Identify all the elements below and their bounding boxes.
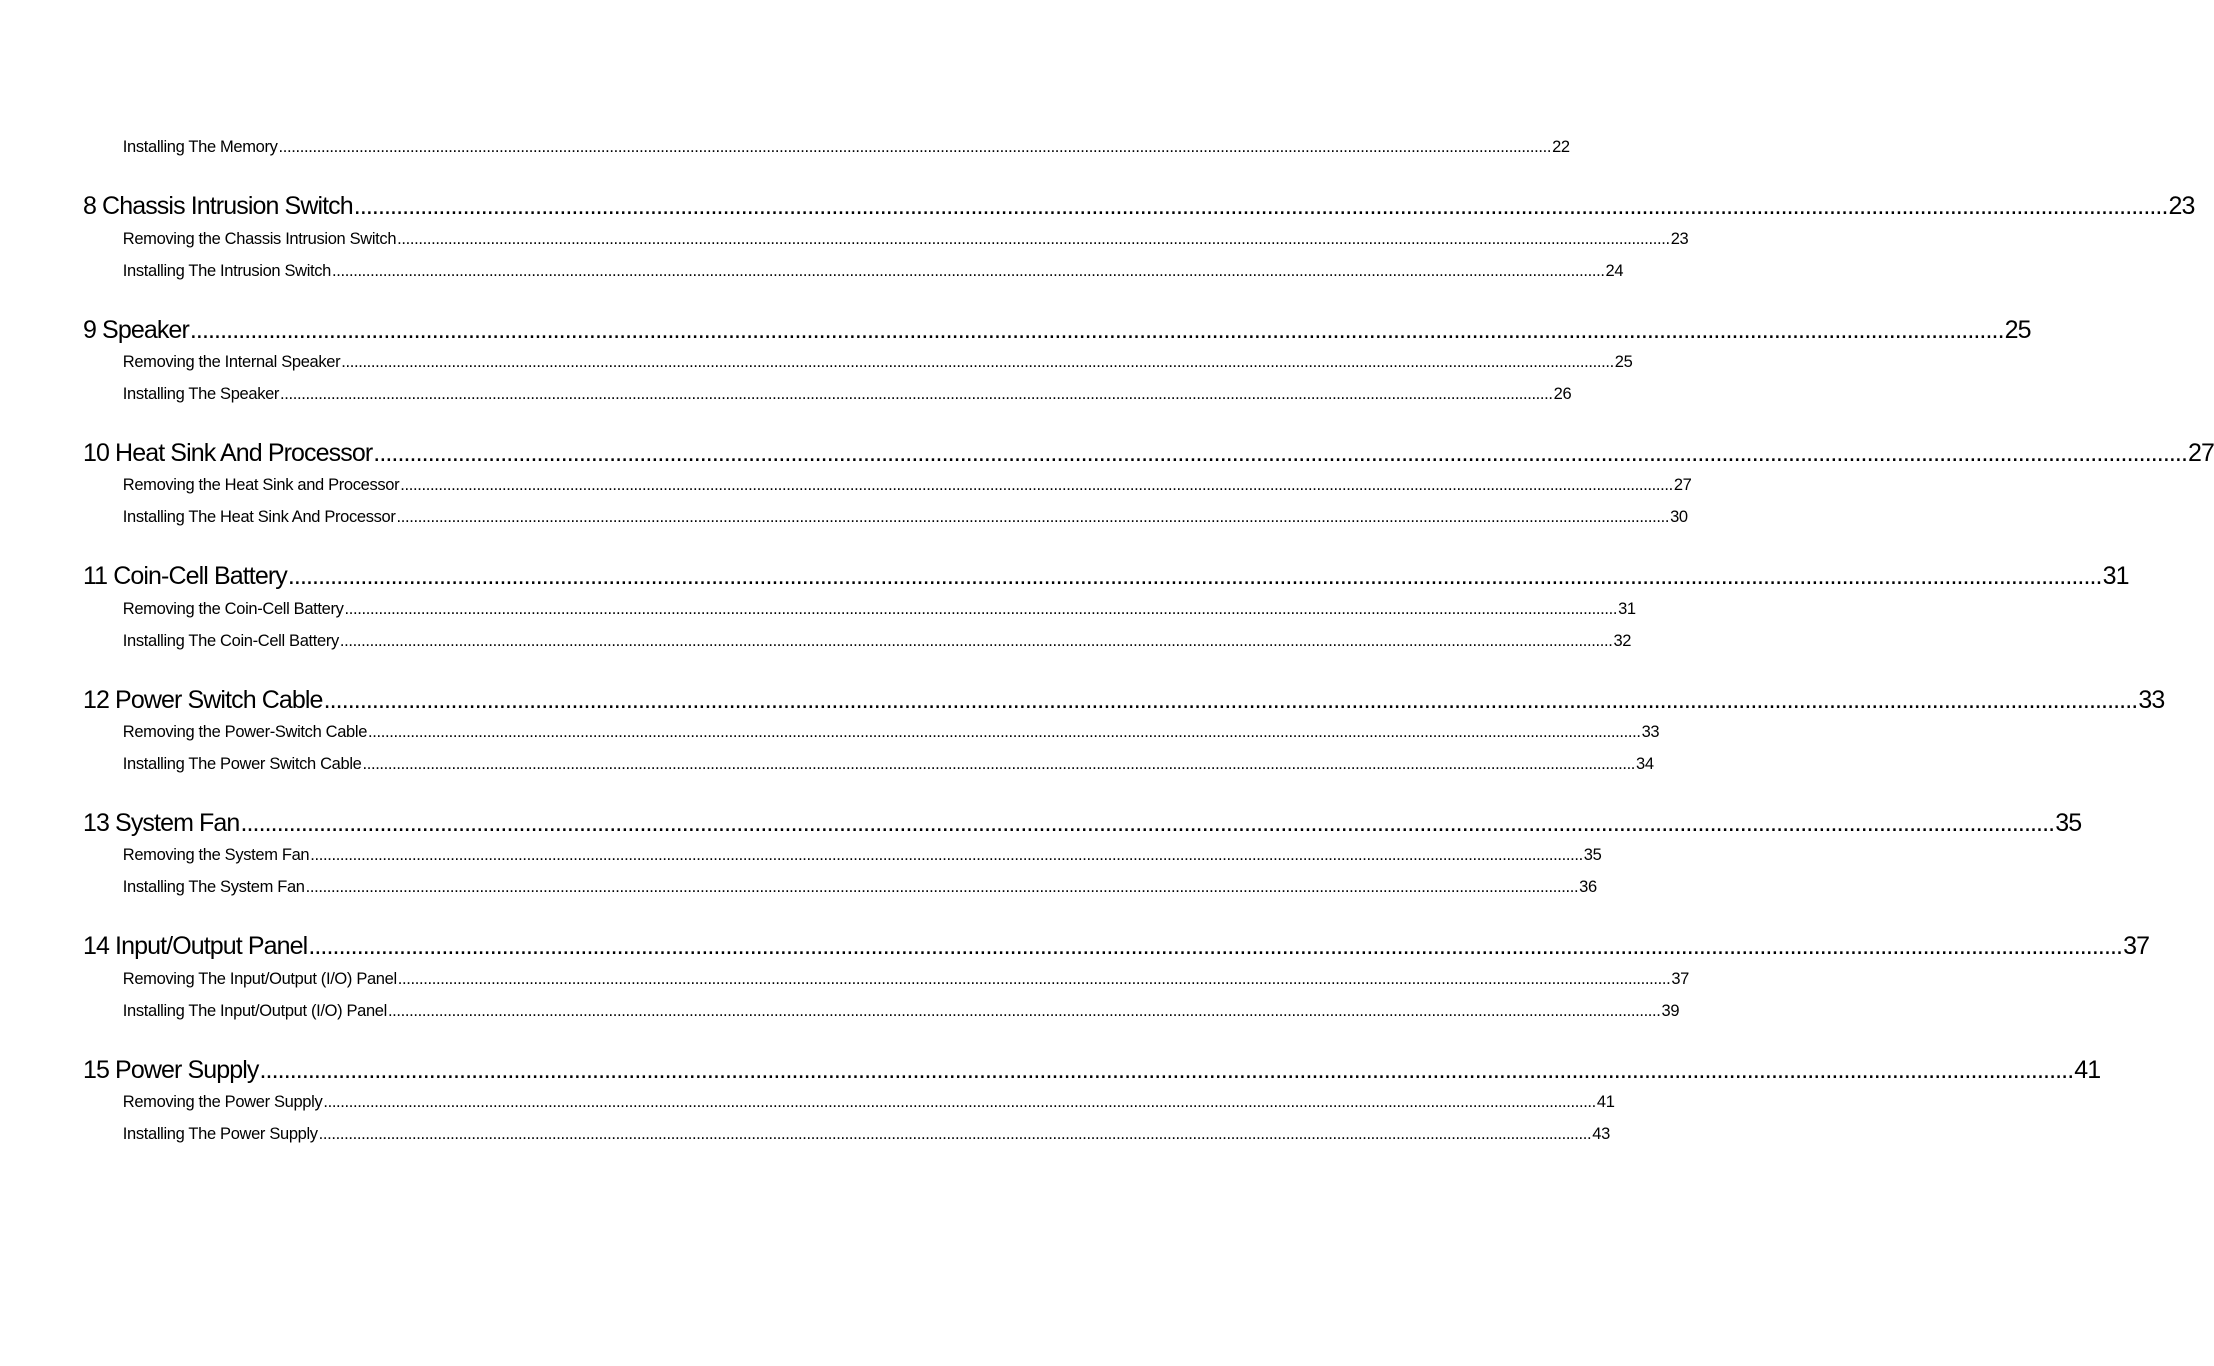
- toc-entry-installing-power-switch-cable[interactable]: [83, 753, 1654, 775]
- toc-chapter-page: 31: [2102, 562, 2129, 590]
- dot-leader: ............................................................................................................................................................................................................................................................................................................: [396, 507, 1670, 526]
- toc-entry-installing-intrusion-switch[interactable]: [83, 260, 1624, 282]
- toc-entry-removing-heat-sink[interactable]: [83, 474, 1692, 496]
- toc-chapter-10[interactable]: [83, 437, 2214, 469]
- dot-leader: ............................................................................................................................................................................................................................................................................................................: [310, 845, 1583, 864]
- toc-entry-removing-power-supply[interactable]: [83, 1091, 1615, 1113]
- dot-leader: ............................................................................................................................................................................................................................................................................................................: [397, 969, 1671, 988]
- toc-chapter-title: 13 System Fan: [83, 809, 240, 837]
- toc-chapter-title: 10 Heat Sink And Processor: [83, 439, 373, 467]
- toc-chapter-15[interactable]: [83, 1054, 2101, 1086]
- toc-entry-title: Installing The Speaker: [122, 384, 280, 403]
- toc-entry-page: 24: [1605, 261, 1624, 280]
- dot-leader: ............................................................................................................................................................................................................................................................................................................: [189, 316, 2004, 344]
- toc-entry-installing-io-panel[interactable]: [83, 1000, 1680, 1022]
- dot-leader: ............................................................................................................................................................................................................................................................................................................: [259, 1056, 2074, 1084]
- toc-entry-title: Installing The Coin-Cell Battery: [122, 631, 339, 650]
- toc-entry-installing-speaker[interactable]: [83, 383, 1572, 405]
- toc-entry-page: 33: [1641, 722, 1660, 741]
- toc-chapter-8[interactable]: [83, 190, 2195, 222]
- toc-chapter-13[interactable]: [83, 807, 2082, 839]
- toc-entry-page: 26: [1553, 384, 1572, 403]
- dot-leader: ............................................................................................................................................................................................................................................................................................................: [362, 754, 1636, 773]
- toc-entry-title: Removing The Input/Output (I/O) Panel: [122, 969, 397, 988]
- toc-chapter-page: 35: [2055, 809, 2082, 837]
- dot-leader: ............................................................................................................................................................................................................................................................................................................: [280, 384, 1553, 403]
- toc-entry-page: 34: [1636, 754, 1654, 773]
- dot-leader: ............................................................................................................................................................................................................................................................................................................: [400, 475, 1673, 494]
- toc-chapter-page: 23: [2168, 192, 2195, 220]
- dot-leader: ............................................................................................................................................................................................................................................................................................................: [240, 809, 2055, 837]
- dot-leader: ............................................................................................................................................................................................................................................................................................................: [387, 1001, 1661, 1020]
- dot-leader: ............................................................................................................................................................................................................................................................................................................: [323, 686, 2138, 714]
- dot-leader: ............................................................................................................................................................................................................................................................................................................: [305, 877, 1579, 896]
- toc-entry-removing-chassis-intrusion-switch[interactable]: [83, 228, 1689, 250]
- toc-chapter-page: 33: [2138, 686, 2165, 714]
- toc-entry-title: Removing the Heat Sink and Processor: [122, 475, 400, 494]
- toc-entry-page: 22: [1552, 137, 1570, 156]
- toc-entry-page: 30: [1670, 507, 1688, 526]
- toc-entry-installing-heat-sink[interactable]: [83, 506, 1688, 528]
- toc-entry-title: Installing The Heat Sink And Processor: [122, 507, 396, 526]
- toc-chapter-page: 41: [2074, 1056, 2101, 1084]
- toc-chapter-title: 14 Input/Output Panel: [83, 932, 308, 960]
- toc-entry-page: 43: [1592, 1124, 1610, 1143]
- dot-leader: ............................................................................................................................................................................................................................................................................................................: [368, 722, 1641, 741]
- toc-chapter-title: 8 Chassis Intrusion Switch: [83, 192, 353, 220]
- toc-chapter-14[interactable]: [83, 930, 2150, 962]
- toc-entry-title: Removing the Chassis Intrusion Switch: [122, 229, 397, 248]
- toc-chapter-9[interactable]: [83, 314, 2031, 346]
- dot-leader: ............................................................................................................................................................................................................................................................................................................: [287, 562, 2102, 590]
- toc-chapter-11[interactable]: [83, 560, 2129, 592]
- toc-entry-page: 32: [1613, 631, 1632, 650]
- toc-entry-installing-coin-cell-battery[interactable]: [83, 630, 1632, 652]
- toc-chapter-page: 27: [2188, 439, 2214, 467]
- toc-entry-page: 39: [1661, 1001, 1680, 1020]
- dot-leader: ............................................................................................................................................................................................................................................................................................................: [318, 1124, 1592, 1143]
- toc-entry-page: 35: [1583, 845, 1602, 864]
- toc-entry-title: Installing The Input/Output (I/O) Panel: [122, 1001, 387, 1020]
- dot-leader: ............................................................................................................................................................................................................................................................................................................: [339, 631, 1613, 650]
- toc-entry-title: Removing the Coin-Cell Battery: [122, 599, 344, 618]
- toc-chapter-title: 11 Coin-Cell Battery: [83, 562, 287, 590]
- dot-leader: ............................................................................................................................................................................................................................................................................................................: [278, 137, 1552, 156]
- toc-entry-removing-coin-cell-battery[interactable]: [83, 598, 1636, 620]
- toc-entry-title: Removing the Internal Speaker: [122, 352, 341, 371]
- dot-leader: ............................................................................................................................................................................................................................................................................................................: [308, 932, 2123, 960]
- dot-leader: ............................................................................................................................................................................................................................................................................................................: [341, 352, 1614, 371]
- toc-chapter-title: 15 Power Supply: [83, 1056, 259, 1084]
- toc-entry-page: 37: [1671, 969, 1690, 988]
- toc-chapter-title: 9 Speaker: [83, 316, 189, 344]
- toc-entry-page: 27: [1673, 475, 1692, 494]
- toc-entry-title: Installing The Power Supply: [122, 1124, 318, 1143]
- toc-entry-title: Installing The Memory: [122, 137, 278, 156]
- dot-leader: ............................................................................................................................................................................................................................................................................................................: [397, 229, 1670, 248]
- toc-entry-page: 41: [1596, 1092, 1615, 1111]
- toc-chapter-12[interactable]: [83, 684, 2165, 716]
- toc-entry-title: Removing the Power-Switch Cable: [122, 722, 368, 741]
- toc-entry-installing-power-supply[interactable]: [83, 1123, 1610, 1145]
- toc-entry-removing-io-panel[interactable]: [83, 968, 1690, 990]
- toc-entry-title: Installing The Power Switch Cable: [122, 754, 362, 773]
- toc-entry-removing-system-fan[interactable]: [83, 844, 1602, 866]
- toc-entry-installing-the-memory[interactable]: [83, 136, 1570, 158]
- dot-leader: ............................................................................................................................................................................................................................................................................................................: [323, 1092, 1596, 1111]
- dot-leader: ............................................................................................................................................................................................................................................................................................................: [331, 261, 1605, 280]
- dot-leader: ............................................................................................................................................................................................................................................................................................................: [353, 192, 2168, 220]
- toc-entry-page: 36: [1579, 877, 1597, 896]
- toc-entry-title: Installing The System Fan: [122, 877, 305, 896]
- toc-entry-title: Removing the System Fan: [122, 845, 310, 864]
- toc-entry-installing-system-fan[interactable]: [83, 876, 1597, 898]
- toc-chapter-page: 37: [2123, 932, 2150, 960]
- toc-entry-removing-power-switch-cable[interactable]: [83, 721, 1660, 743]
- dot-leader: ............................................................................................................................................................................................................................................................................................................: [344, 599, 1618, 618]
- toc-entry-title: Removing the Power Supply: [122, 1092, 323, 1111]
- toc-entry-page: 23: [1670, 229, 1689, 248]
- dot-leader: ............................................................................................................................................................................................................................................................................................................: [373, 439, 2188, 467]
- toc-chapter-page: 25: [2004, 316, 2031, 344]
- toc-entry-page: 31: [1618, 599, 1636, 618]
- toc-entry-title: Installing The Intrusion Switch: [122, 261, 332, 280]
- toc-entry-page: 25: [1614, 352, 1633, 371]
- toc-entry-removing-internal-speaker[interactable]: [83, 351, 1633, 373]
- toc-chapter-title: 12 Power Switch Cable: [83, 686, 323, 714]
